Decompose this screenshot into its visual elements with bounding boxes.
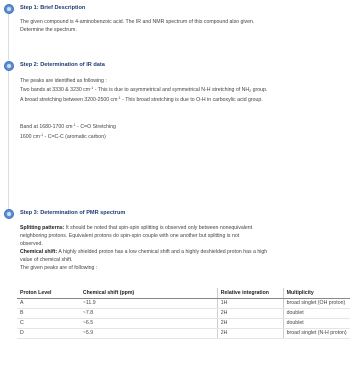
cell-proton: C — [17, 319, 80, 329]
cell-integration: 1H — [217, 299, 283, 309]
cell-integration: 2H — [217, 319, 283, 329]
timeline-rail — [8, 12, 9, 60]
table-row — [17, 319, 350, 329]
timeline-rail — [8, 69, 9, 209]
cell-integration: 2H — [217, 309, 283, 319]
cell-shift: ~5.9 — [80, 329, 217, 339]
step-3-bullet-icon — [4, 209, 14, 219]
splitting-line-3: observed. — [20, 241, 43, 247]
cell-proton: A — [17, 299, 80, 309]
cell-multiplicity: doublet — [283, 319, 350, 329]
header-chemical-shift: Chemical shift (ppm) — [80, 288, 217, 299]
ir-peak-nh: Two bands at 3330 & 3230 $cm^{-1}$ - This is due to asymmetrical and symmetrical N-H stretching of $NH_2$ group. — [20, 86, 268, 93]
table-row — [17, 309, 350, 319]
ir-peak-co: Band at 1680-1700 $cm^{-1} - C=O$ Stretching — [20, 123, 116, 130]
ir-peak-cc: 1600 $cm^{-1} - C=C-C$ (aromatic carbon) — [20, 133, 106, 140]
step-1-line-2: Determine the spectrum. — [20, 27, 77, 33]
pmr-table — [17, 288, 350, 339]
table-header-row — [17, 288, 350, 299]
table-row — [17, 329, 350, 339]
ir-intro: The peaks are identified as following : — [20, 78, 107, 84]
step-3-title: Step 3: Determination of PMR spectrum — [20, 210, 126, 216]
cell-integration: 2H — [217, 329, 283, 339]
step-1-bullet-icon — [4, 4, 14, 14]
shift-line-1: Chemical shift: A highly shielded proton has a low chemical shift and a highly deshielded proton has a high — [20, 249, 268, 255]
cell-multiplicity: broad singlet (OH proton) — [283, 299, 350, 309]
step-2-title: Step 2: Determination of IR data — [20, 62, 105, 68]
step-2-bullet-icon — [4, 61, 14, 71]
header-multiplicity: Multiplicity — [283, 288, 350, 299]
cell-multiplicity: doublet — [283, 309, 350, 319]
step-1-line-1: The given compound is 4-aminobenzoic acid. The IR and NMR spectrum of this compound also given. — [20, 19, 255, 25]
cell-proton: D — [17, 329, 80, 339]
cell-shift: ~6.5 — [80, 319, 217, 329]
cell-proton: B — [17, 309, 80, 319]
ir-peak-oh: A broad stretching between 3200-2500 $cm^{-1}$ - This broad stretching is due to O-H in carboxylic acid group. — [20, 96, 263, 103]
cell-shift: ~7.8 — [80, 309, 217, 319]
header-relative-integration: Relative integration — [217, 288, 283, 299]
header-proton-level: Proton Level — [17, 288, 80, 299]
step-1-title: Step 1: Brief Description — [20, 5, 86, 11]
cell-multiplicity: broad singlet (N-H proton) — [283, 329, 350, 339]
splitting-line-2: neighboring protons. Equivalent protons do spin-spin couple with one another but splitting is not — [20, 233, 240, 239]
given-peaks: The given peaks are of following : — [20, 265, 98, 271]
shift-line-2: value of chemical shift. — [20, 257, 73, 263]
table-row — [17, 299, 350, 309]
splitting-line-1: Splitting patterns: It should be noted that spin-spin splitting is observed only between nonequivalent — [20, 225, 253, 231]
cell-shift: ~11.9 — [80, 299, 217, 309]
